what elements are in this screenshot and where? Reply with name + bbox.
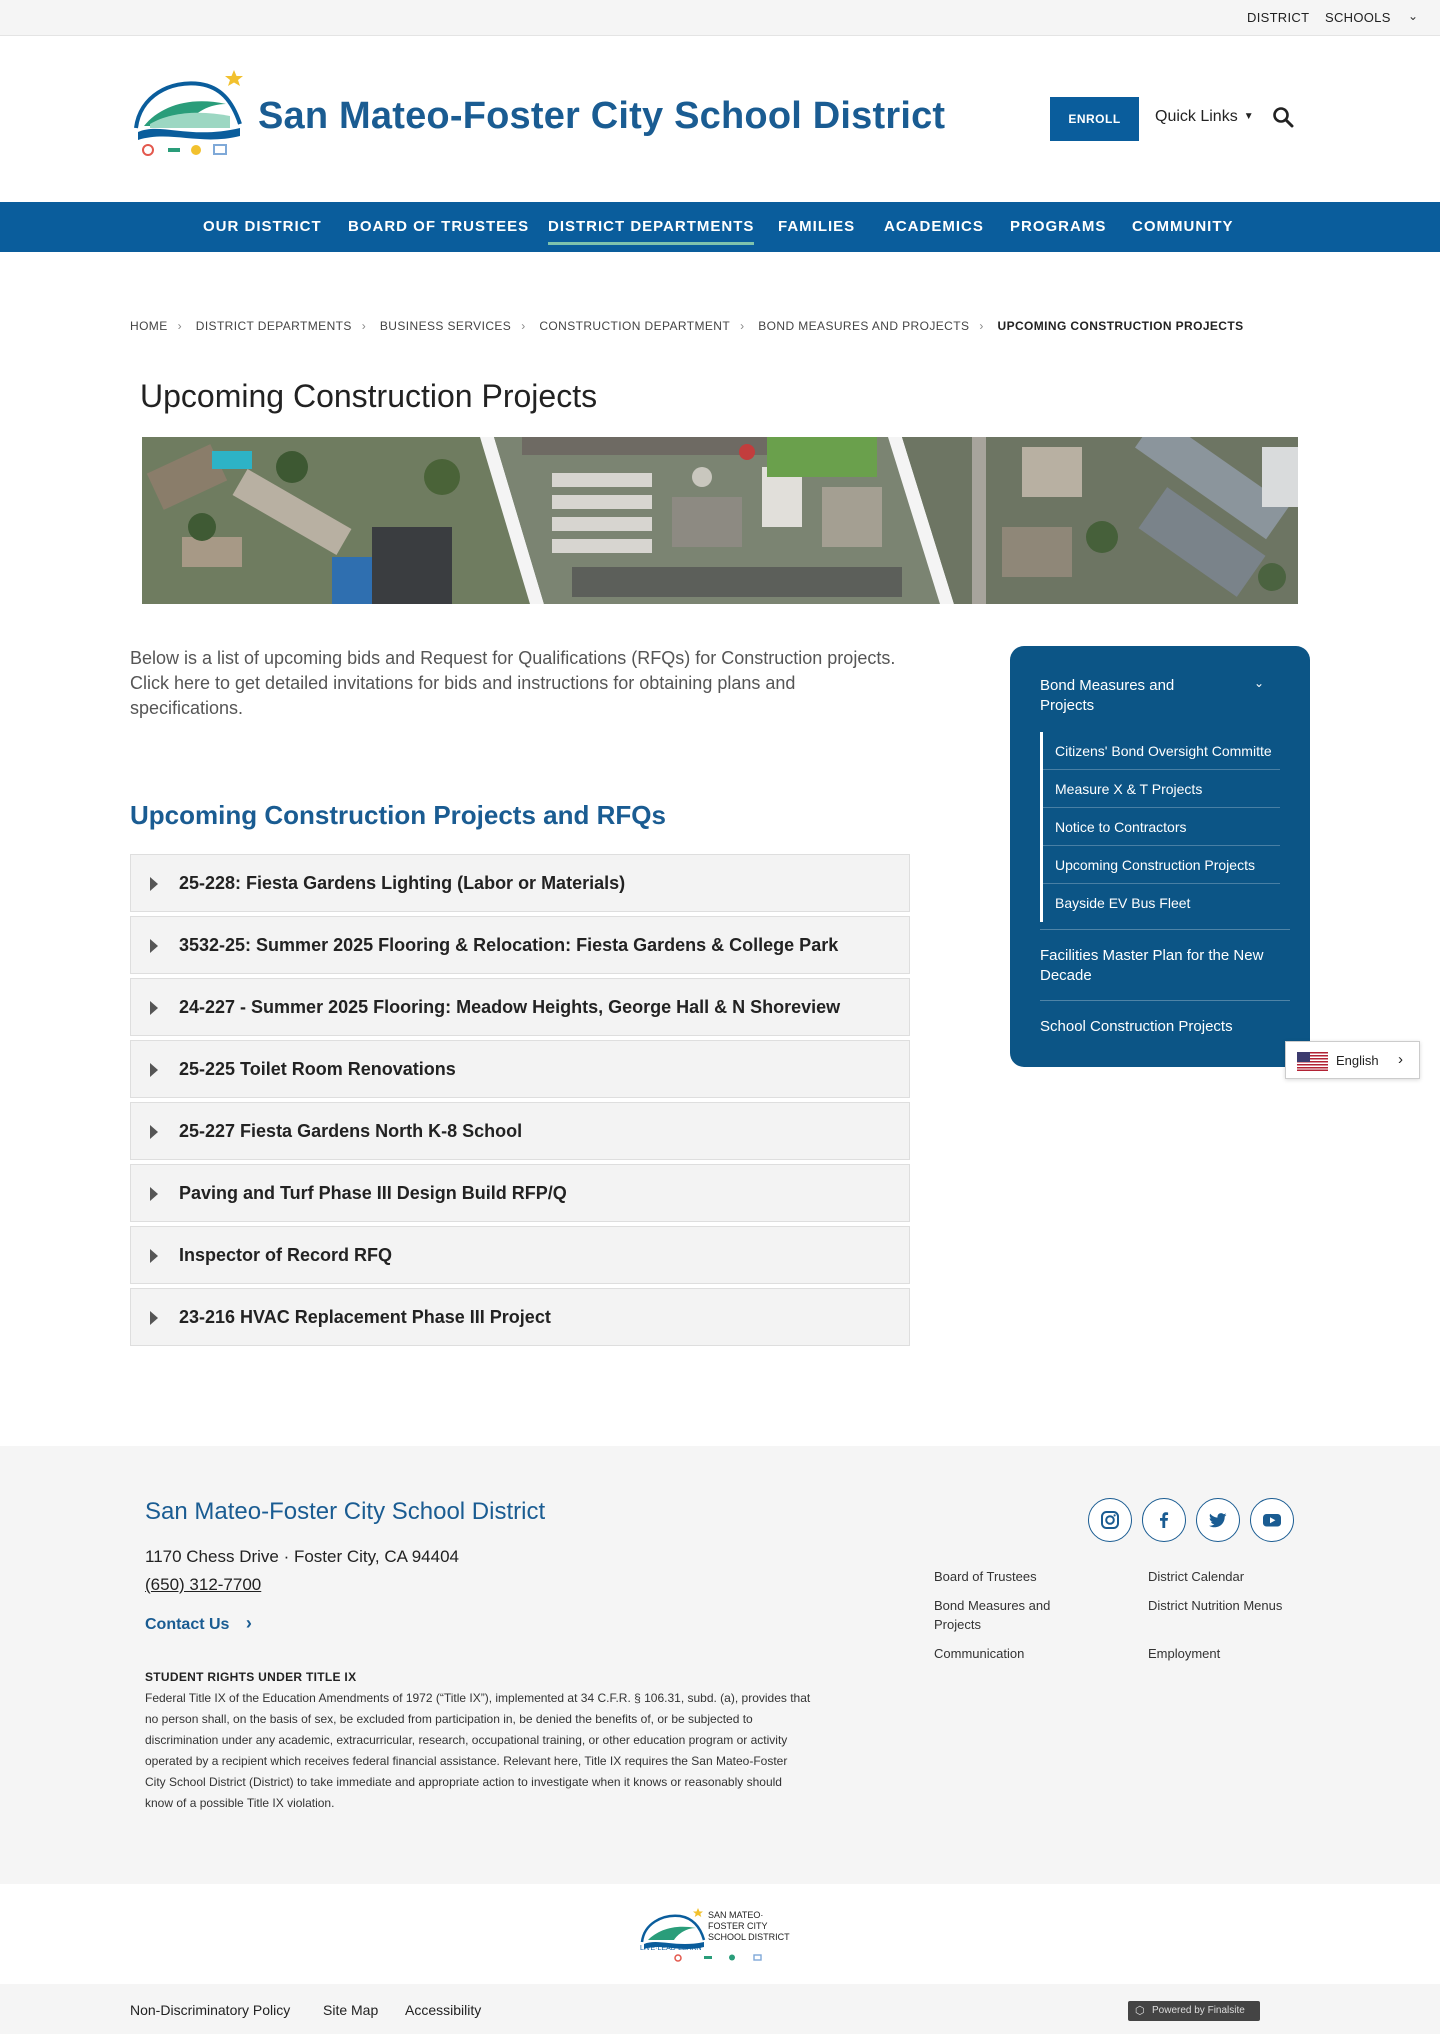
chevron-right-icon: › (1398, 1051, 1403, 1068)
accordion-item-label: Paving and Turf Phase III Design Build RFP/Q (179, 1183, 567, 1203)
quick-links-label: Quick Links (1155, 108, 1238, 125)
footer-link-employment[interactable]: Employment (1148, 1646, 1221, 1661)
accordion-item[interactable] (130, 1288, 910, 1346)
main-nav (0, 202, 1440, 252)
chevron-right-icon: › (521, 319, 526, 333)
accordion-item-label: 25-227 Fiesta Gardens North K-8 School (179, 1121, 523, 1141)
chevron-right-icon: › (740, 319, 745, 333)
breadcrumb-bond-measures[interactable]: BOND MEASURES AND PROJECTS (758, 319, 970, 333)
accordion-item[interactable] (130, 854, 910, 912)
sidebar-item-notice-to-contractors[interactable]: Notice to Contractors (1043, 808, 1280, 846)
accessibility-link[interactable]: Accessibility (405, 2002, 482, 2018)
footer-link-communication[interactable]: Communication (934, 1646, 1025, 1661)
utility-schools-link[interactable]: SCHOOLS (1325, 10, 1391, 25)
search-icon[interactable] (1272, 106, 1294, 128)
footer-logo-line: SCHOOL DISTRICT (708, 1932, 790, 1942)
accordion-item[interactable] (130, 978, 910, 1036)
sidebar-item-school-construction[interactable]: School Construction Projects (1040, 1018, 1233, 1035)
breadcrumb-current: UPCOMING CONSTRUCTION PROJECTS (997, 319, 1244, 333)
accordion-item[interactable] (130, 1102, 910, 1160)
non-discriminatory-policy-link[interactable]: Non-Discriminatory Policy (130, 2002, 291, 2018)
footer-phone[interactable]: (650) 312-7700 (145, 1575, 262, 1594)
language-label: English (1336, 1053, 1379, 1068)
divider (1040, 929, 1290, 930)
quick-links-dropdown[interactable] (1155, 108, 1254, 126)
powered-by-finalsite[interactable] (1128, 2001, 1260, 2021)
sidebar-heading[interactable]: Bond Measures and Projects (1040, 677, 1175, 714)
footer-link-nutrition-menus[interactable]: District Nutrition Menus (1148, 1598, 1283, 1613)
footer-district-logo[interactable] (640, 1906, 802, 1964)
accordion-item-label: Inspector of Record RFQ (179, 1245, 393, 1265)
caret-right-icon (150, 1001, 158, 1015)
footer-logo-tagline: LIVE·LEAD·LEARN (640, 1945, 702, 1952)
title-ix-text: Federal Title IX of the Education Amendments of 1972 (“Title IX”), implemented at 34 C.F.R. § 106.31, subd. (a), provides that no person shall, on the basis of sex, be excluded from participation in, be denied the benefits of, or be subjected to discrimination under any academic, extracurricular, research, occupational training, or other education program or activity operated by a recipient which receives federal financial assistance. Relevant here, Title IX requires the San Mateo-Foster City School District (District) to take immediate and appropriate action to investigate when it knows or reasonably should know of a possible Title IX violation. (145, 1691, 811, 1810)
utility-bar (0, 0, 1440, 36)
us-flag-icon (1297, 1052, 1328, 1071)
sidebar-item-upcoming-construction[interactable]: Upcoming Construction Projects (1043, 846, 1280, 884)
caret-right-icon (150, 1063, 158, 1077)
accordion-item-label: 24-227 - Summer 2025 Flooring: Meadow Heights, George Hall & N Shoreview (179, 997, 841, 1017)
accordion-item[interactable] (130, 916, 910, 974)
banner-image (142, 437, 1298, 604)
instagram-icon[interactable] (1088, 1498, 1132, 1542)
site-footer (0, 1446, 1440, 1884)
title-ix-heading: STUDENT RIGHTS UNDER TITLE IX (145, 1670, 357, 1684)
sidebar-item-facilities-master-plan[interactable]: Facilities Master Plan for the New Decade (1040, 947, 1264, 984)
accordion-item[interactable] (130, 1040, 910, 1098)
contact-us-label: Contact Us (145, 1616, 230, 1633)
caret-right-icon (150, 1249, 158, 1263)
accordion-item[interactable] (130, 1164, 910, 1222)
sidebar-item-measure-x-t[interactable]: Measure X & T Projects (1043, 770, 1280, 808)
caret-down-icon: ▼ (1243, 111, 1254, 122)
nav-board-of-trustees[interactable]: BOARD OF TRUSTEES (348, 218, 530, 235)
language-selector[interactable] (1285, 1041, 1420, 1079)
caret-right-icon (150, 877, 158, 891)
breadcrumb (130, 319, 1244, 333)
district-logo[interactable] (130, 66, 258, 158)
nav-families[interactable]: FAMILIES (778, 218, 856, 235)
breadcrumb-business-services[interactable]: BUSINESS SERVICES (379, 319, 512, 333)
accordion-item-label: 25-225 Toilet Room Renovations (179, 1059, 456, 1079)
finalsite-icon: ⬡ (1135, 2005, 1145, 2017)
footer-logo-line: SAN MATEO· (708, 1910, 764, 1920)
nav-community[interactable]: COMMUNITY (1132, 218, 1234, 235)
footer-title: San Mateo-Foster City School District (145, 1498, 546, 1525)
chevron-down-icon[interactable]: ⌄ (1408, 9, 1419, 23)
facebook-icon[interactable] (1142, 1498, 1186, 1542)
footer-link-bond-measures[interactable]: Bond Measures and Projects (934, 1598, 1051, 1632)
divider (1040, 1000, 1290, 1001)
footer-logo-line: FOSTER CITY (708, 1921, 768, 1931)
utility-district-link[interactable]: DISTRICT (1247, 10, 1310, 25)
bottom-bar (0, 1984, 1440, 2034)
sidebar-item-citizens-bond-oversight[interactable]: Citizens' Bond Oversight Committe (1043, 732, 1280, 770)
site-map-link[interactable]: Site Map (323, 2002, 379, 2018)
caret-right-icon (150, 1125, 158, 1139)
chevron-right-icon: › (245, 1613, 252, 1633)
breadcrumb-home[interactable]: HOME (130, 319, 168, 333)
nav-our-district[interactable]: OUR DISTRICT (203, 218, 322, 235)
accordion-item-label: 25-228: Fiesta Gardens Lighting (Labor or Materials) (179, 873, 626, 893)
powered-by-label: Powered by Finalsite (1152, 2005, 1245, 2016)
breadcrumb-district-departments[interactable]: DISTRICT DEPARTMENTS (195, 319, 352, 333)
footer-address: 1170 Chess Drive · Foster City, CA 94404 (145, 1547, 460, 1566)
page-title: Upcoming Construction Projects (140, 378, 598, 414)
site-title[interactable]: San Mateo-Foster City School District (258, 95, 946, 137)
sidebar-submenu (1040, 732, 1280, 922)
accordion-item-label: 23-216 HVAC Replacement Phase III Project (179, 1307, 551, 1327)
footer-link-district-calendar[interactable]: District Calendar (1148, 1569, 1245, 1584)
chevron-right-icon: › (979, 319, 984, 333)
enroll-button[interactable]: ENROLL (1050, 97, 1139, 141)
footer-logo-area (0, 1884, 1440, 1984)
site-header (0, 36, 1440, 202)
caret-right-icon (150, 939, 158, 953)
footer-logo-text (708, 1910, 790, 1943)
intro-text: Below is a list of upcoming bids and Request for Qualifications (RFQs) for Construction projects. Click here to get detailed invitations for bids and instructions for obtaining plans and specifications. (130, 648, 896, 718)
contact-us-link[interactable] (145, 1613, 252, 1634)
youtube-icon[interactable] (1250, 1498, 1294, 1542)
chevron-right-icon: › (361, 319, 367, 333)
section-heading: Upcoming Construction Projects and RFQs (130, 800, 666, 830)
chevron-down-icon[interactable]: ⌄ (1254, 676, 1265, 690)
sidebar-item-bayside-ev-bus[interactable]: Bayside EV Bus Fleet (1055, 895, 1191, 911)
accordion-item[interactable] (130, 1226, 910, 1284)
caret-right-icon (150, 1311, 158, 1325)
nav-programs[interactable]: PROGRAMS (1010, 218, 1107, 235)
section-sidebar (1010, 646, 1310, 1067)
projects-accordion (130, 854, 910, 1350)
twitter-icon[interactable] (1196, 1498, 1240, 1542)
accordion-item-label: 3532-25: Summer 2025 Flooring & Relocation: Fiesta Gardens & College Park (179, 935, 839, 955)
breadcrumb-construction-department[interactable]: CONSTRUCTION DEPARTMENT (539, 319, 731, 333)
caret-right-icon (150, 1187, 158, 1201)
nav-academics[interactable]: ACADEMICS (884, 218, 984, 235)
chevron-right-icon: › (177, 319, 183, 333)
nav-district-departments[interactable]: DISTRICT DEPARTMENTS (548, 218, 755, 235)
footer-link-board-of-trustees[interactable]: Board of Trustees (934, 1569, 1037, 1584)
